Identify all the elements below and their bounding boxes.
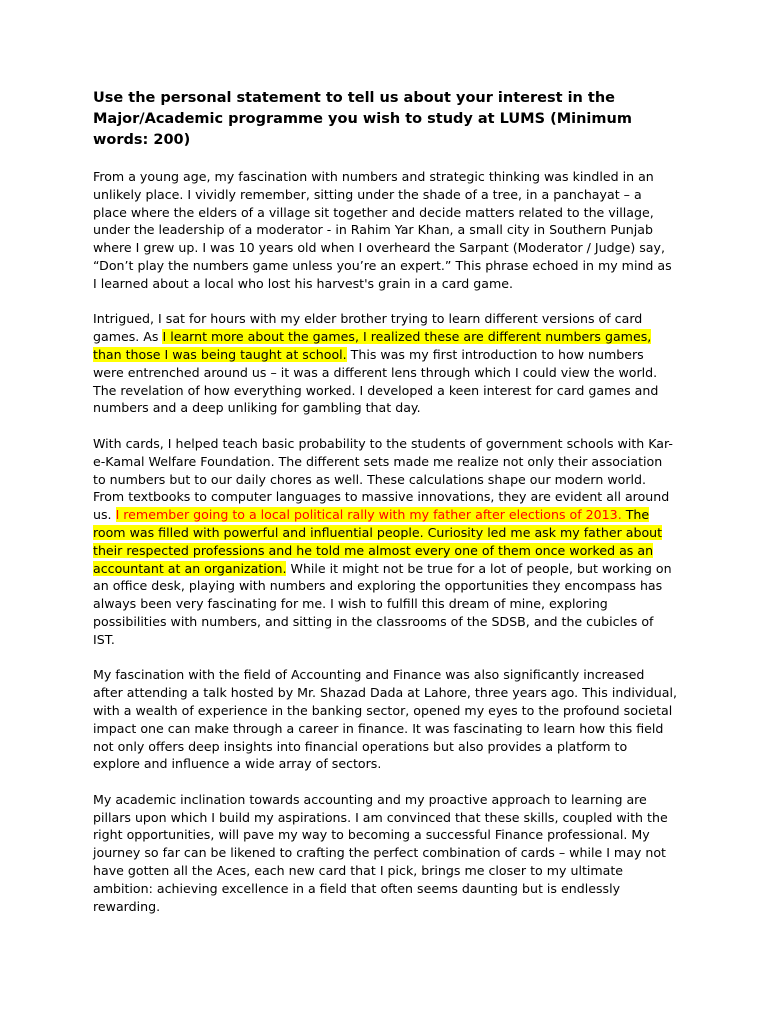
highlighted-sentence-2: The room was filled with powerful and influential people. Curiosity led me ask my father about their respected professions and he told me almost every one of them once worked as an accountant at an organization. [93,507,663,576]
paragraph-3 [93,435,678,649]
paragraph-2 [93,310,678,417]
paragraph-2-text-start: Intrigued, I sat for hours with my elder brother trying to learn different versions of card games. As [93,311,643,345]
prompt-heading: Use the personal statement to tell us about your interest in the Major/Academic programme you wish to study at LUMS (Minimum words: 200) [93,90,632,148]
paragraph-4: My fascination with the field of Accounting and Finance was also significantly increased after attending a talk hosted by Mr. Shazad Dada at Lahore, three years ago. This individual, with a wealth of experience in the banking sector, opened my eyes to the profound societal impact one can make through a career in finance. It was fascinating to learn how this field not only offers deep insights into financial operations but also provides a platform to explore and influence a wide array of sectors. [93,667,677,772]
highlighted-red-sentence: I remember going to a local political rally with my father after elections of 2013. [115,507,622,523]
paragraph-3-text-end: While it might not be true for a lot of people, but working on an office desk, playing with numbers and exploring the opportunities they encompass has always been very fascinating for me. I wish to fulfill this dream of mine, exploring possibilities with numbers, and sitting in the classrooms of the SDSB, and the cubicles of IST. [93,560,672,647]
paragraph-5: My academic inclination towards accounting and my proactive approach to learning are pillars upon which I build my aspirations. I am convinced that these skills, coupled with the right opportunities, will pave my way to becoming a successful Finance professional. My journey so far can be likened to crafting the perfect combination of cards – while I may not have gotten all the Aces, each new card that I pick, brings me closer to my ultimate ambition: achieving excellence in a field that often seems daunting but is endlessly rewarding. [93,791,668,914]
highlighted-sentence: I learnt more about the games, I realized these are different numbers games, than those I was being taught at school. [93,329,652,362]
paragraph-2-text-end: This was my first introduction to how numbers were entrenched around us – it was a different lens through which I could view the world. The revelation of how everything worked. I developed a keen interest for card games and numbers and a deep unliking for gambling that day. [93,346,659,416]
paragraph-1: From a young age, my fascination with numbers and strategic thinking was kindled in an unlikely place. I vividly remember, sitting under the shade of a tree, in a panchayat – a place where the elders of a village sit together and decide matters related to the village, under the leadership of a moderator - in Rahim Yar Khan, a small city in Southern Punjab where I grew up. I was 10 years old when I overheard the Sarpant (Moderator / Judge) say, “Don’t play the numbers game unless you’re an expert.” This phrase echoed in my mind as I learned about a local who lost his harvest's grain in a card game. [93,169,672,291]
paragraph-3-text-start: With cards, I helped teach basic probability to the students of government schools with Kar-e-Kamal Welfare Foundation. The different sets made me realize not only their association to numbers but to our daily chores as well. These calculations shape our modern world. From textbooks to computer languages to massive innovations, they are evident all around us. [93,435,673,523]
